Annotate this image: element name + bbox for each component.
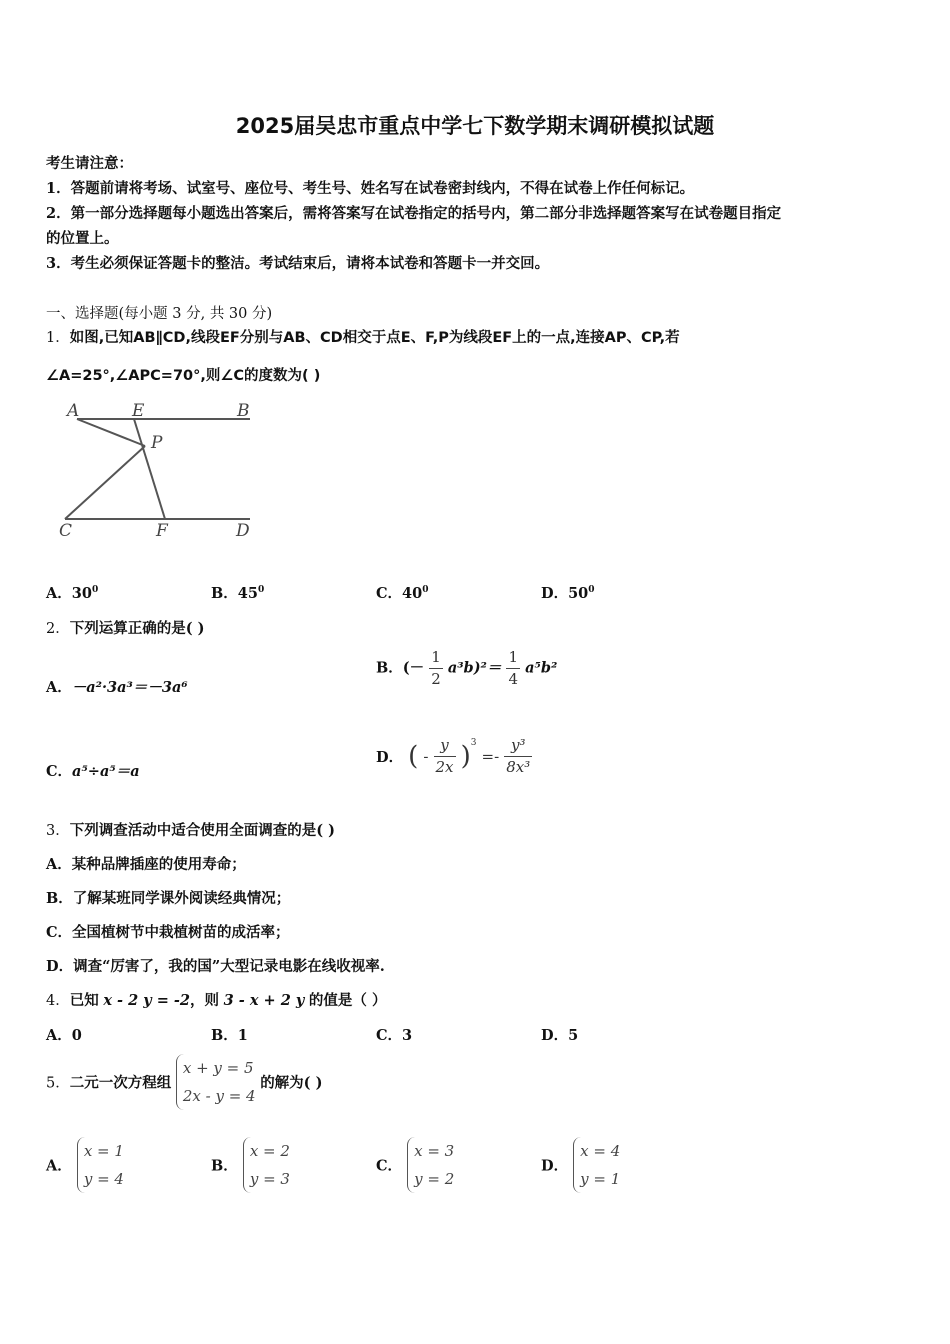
q1-option-a[interactable]: A．$30^0$ [46, 585, 99, 602]
q3-option-a[interactable]: A．某种品牌插座的使用寿命； [46, 856, 246, 873]
q5-option-a[interactable]: A． x = 1 y = 4 [46, 1137, 124, 1193]
q2-option-c[interactable]: C．a⁵÷a⁵＝a [46, 763, 140, 780]
label-e: E [132, 401, 145, 421]
q1-option-d[interactable]: D．$50^0$ [541, 585, 595, 602]
question-1-line-2: ∠A=25°,∠APC=70°,则∠C的度数为( ) [46, 368, 321, 384]
equation-system: x + y = 5 2x - y = 4 [176, 1054, 256, 1110]
fraction-y-over-2x: $\frac{y}{2x}$ [435, 736, 454, 776]
q2-option-d[interactable]: D． ( - $\frac{y}{2x}$ )$^3$ =- $\frac{\text{y³}}{\text{8x³}}$ [376, 736, 531, 776]
section-heading: 一、选择题(每小题 3 分, 共 30 分) [46, 306, 273, 322]
q4-option-d[interactable]: D．5 [541, 1027, 579, 1044]
q3-option-c[interactable]: C．全国植树节中栽植树苗的成活率； [46, 924, 290, 941]
question-number: 1． [46, 330, 70, 346]
notice-item-2: 2．第一部分选择题每小题选出答案后，需将答案写在试卷指定的括号内，第二部分非选择题答案写在试卷题目指定 [46, 205, 782, 222]
fraction-one-half: $\frac{1}{2}$ [431, 648, 441, 688]
question-number: 4． [46, 993, 70, 1009]
q2-option-a[interactable]: A．－a²·3a³＝－3a⁶ [46, 679, 188, 696]
label-p: P [151, 433, 163, 453]
q4-option-b[interactable]: B．1 [211, 1027, 248, 1044]
label-a: A [67, 401, 80, 421]
q1-option-c[interactable]: C．$40^0$ [376, 585, 429, 602]
q3-option-b[interactable]: B．了解某班同学课外阅读经典情况； [46, 890, 291, 907]
solution-system: x = 1 y = 4 [77, 1137, 124, 1193]
q1-option-b[interactable]: B．$45^0$ [211, 585, 265, 602]
question-number: 2． [46, 621, 70, 637]
q3-option-d[interactable]: D．调查“厉害了，我的国”大型记录电影在线收视率. [46, 958, 385, 975]
question-text: 下列调查活动中适合使用全面调查的是( ) [69, 822, 336, 839]
question-number: 3． [46, 823, 70, 839]
label-f: F [156, 521, 168, 541]
q4-option-a[interactable]: A．0 [46, 1027, 82, 1044]
fraction-one-quarter: $\frac{1}{4}$ [508, 648, 519, 688]
notice-item-1: 1．答题前请将考场、试室号、座位号、考生号、姓名写在试卷密封线内，不得在试卷上作任何标记。 [46, 180, 695, 197]
solution-system: x = 3 y = 2 [407, 1137, 454, 1193]
notice-item-3: 3．考生必须保证答题卡的整洁。考试结束后，请将本试卷和答题卡一并交回。 [46, 255, 550, 272]
solution-system: x = 4 y = 1 [573, 1137, 620, 1193]
expression-2: 3 - x + 2 y [223, 992, 305, 1009]
notice-heading: 考生请注意： [46, 155, 133, 172]
geometry-figure [55, 398, 270, 543]
label-b: B [237, 401, 250, 421]
q5-option-c[interactable]: C． x = 3 y = 2 [376, 1137, 454, 1193]
q2-option-b[interactable]: B．(－ $\frac{1}{2}$ a³b)²＝ $\frac{1}{4}$ a⁵b² [376, 648, 558, 688]
question-1 [46, 326, 680, 347]
label-d: D [236, 521, 250, 541]
question-3 [46, 819, 335, 840]
question-text: 如图,已知AB∥CD,线段EF分别与AB、CD相交于点E、F,P为线段EF上的一点,连接AP、CP,若 [69, 330, 680, 346]
question-2 [46, 617, 205, 638]
question-text: 下列运算正确的是( ) [69, 620, 205, 637]
question-4: 4．已知 x - 2 y = -2，则 3 - x + 2 y 的值是（ ） [46, 992, 387, 1009]
notice-item-2-cont: 的位置上。 [46, 230, 119, 247]
question-number: 5． [46, 1075, 70, 1092]
segment-pc [65, 446, 145, 519]
solution-system: x = 2 y = 3 [243, 1137, 290, 1193]
fraction-y3-over-8x3: $\frac{\text{y³}}{\text{8x³}}$ [506, 736, 531, 776]
label-c: C [59, 521, 73, 541]
expression-1: x - 2 y = -2 [103, 992, 191, 1009]
page-title: 2025届吴忠市重点中学七下数学期末调研模拟试题 [235, 114, 715, 138]
q5-option-b[interactable]: B． x = 2 y = 3 [211, 1137, 290, 1193]
q4-option-c[interactable]: C．3 [376, 1027, 413, 1044]
question-5: 5．二元一次方程组 x + y = 5 2x - y = 4 的解为( ) [46, 1054, 322, 1110]
q5-option-d[interactable]: D． x = 4 y = 1 [541, 1137, 620, 1193]
